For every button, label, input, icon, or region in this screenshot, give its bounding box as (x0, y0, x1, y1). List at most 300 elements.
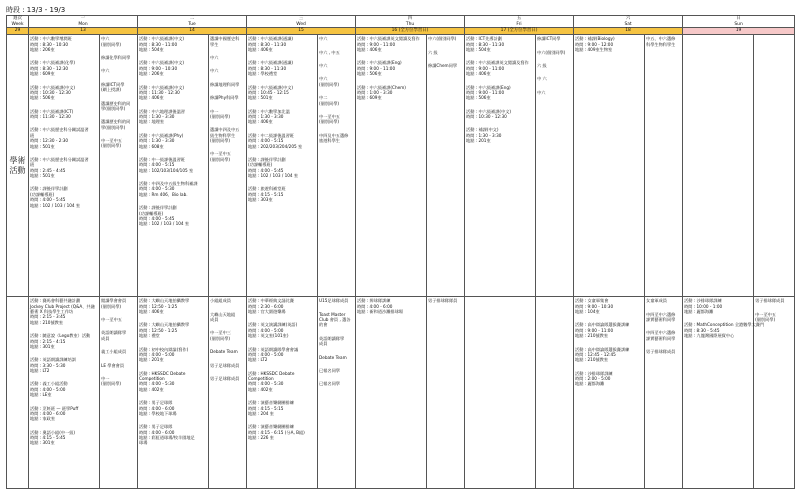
participant-group (755, 312, 793, 323)
academic-tue-activities (138, 35, 209, 297)
entry-line: 地點 : 210號教室 (30, 319, 64, 325)
activity-entry (30, 430, 98, 446)
entry-line: 中六 (537, 89, 546, 95)
entry-line: 時間 : 4:00 - 5:00 (139, 351, 175, 357)
entry-line: 活動 : 演藝音樂劇團排練 (248, 400, 294, 406)
participant-group (646, 36, 681, 47)
entry-line: 時間 : 2:15 - 3:45 (30, 314, 66, 320)
entry-line: 活動 : HKSSDC Debate (248, 370, 295, 376)
activity-entry (466, 127, 534, 143)
entry-line: 地點 : LT2 (30, 368, 50, 373)
activity-entry (575, 347, 643, 363)
entry-line: 地點 : 禮堂 (139, 333, 160, 339)
entry-line: 地點 : 501室 (248, 95, 273, 101)
participant-group (319, 63, 354, 68)
entry-line: 時間 : 4:15 - 5:15 (248, 405, 284, 411)
entry-line: 時間 : 11:30 - 12:30 (139, 89, 180, 95)
entry-line: 成員 (210, 317, 219, 322)
participant-group (428, 298, 463, 303)
activity-entry (248, 298, 316, 314)
entry-line: 地點 : 206室 (30, 47, 55, 52)
entry-line: 時間 : 4:00 - 5:30 (139, 381, 175, 387)
entry-line: 中六 (319, 63, 328, 68)
extracurricular-mon-activities (29, 297, 100, 489)
entry-line: 中一至中五 (210, 151, 231, 157)
entry-line: 中一至中五 (101, 138, 122, 143)
entry-line: 時間 : 9:00 - 11:00 (466, 89, 505, 95)
day-header-tue: 二 Tue (138, 16, 247, 28)
activity-entry (30, 406, 98, 422)
participant-group (537, 90, 572, 95)
entry-line: 課實藝術科同學 (646, 335, 676, 341)
entry-line: 活動 : 初中校內辯論(寫作) (139, 346, 189, 352)
participant-group (101, 376, 136, 387)
participant-group (101, 36, 136, 47)
entry-line: 時間 : 11:30 - 12:30 (30, 114, 71, 119)
activity-entry (575, 371, 643, 387)
participant-group (101, 330, 136, 341)
entry-line: 時間 : 8:30 - 10:30 (30, 41, 69, 47)
entry-line: 活動 : 中六級補課(Eng) (357, 60, 402, 66)
entry-line: Debate Team (319, 354, 347, 360)
entry-line: 活動 : 中四及中五級生物科補課 (139, 181, 198, 186)
entry-line: 中一至中五 (101, 317, 122, 322)
activity-entry (248, 36, 316, 52)
section-label-academic: 學術活動 (7, 35, 29, 297)
participant-group (210, 298, 245, 303)
participant-group (319, 336, 354, 347)
entry-line: 地點 : 501室 (30, 143, 55, 149)
entry-line: 課實藝術科同學 (646, 317, 676, 322)
entry-line: 班 (30, 132, 35, 138)
entry-line: 時間 : 9:00 - 11:00 (357, 65, 396, 71)
entry-line: (個別同學) (210, 113, 231, 119)
entry-line: 地點 : 406室 (248, 47, 273, 52)
day-header-fri: 五 Fri (465, 16, 574, 28)
participant-group (428, 50, 463, 55)
academic-fri-activities (465, 35, 536, 297)
entry-line: (個別同學) (319, 119, 340, 125)
entry-line: 地點 : 406室 (139, 95, 164, 101)
entry-line: 男子排球隊成員 (755, 298, 785, 304)
entry-line: (個別同學) (319, 81, 340, 87)
participant-group (101, 363, 136, 368)
entry-line: 活動 : 隨意說（Lego教室）活動 (30, 333, 91, 339)
entry-line: 時間 : 12:30 - 2:30 (30, 138, 69, 144)
entry-line: 活動 : 課後伴學計劃 (139, 205, 177, 211)
entry-line: 地點 : 409室生物室 (575, 47, 613, 52)
entry-line: 地點 : 202/203/204/205 室 (248, 143, 303, 149)
entry-line: 旅遊科學生 (319, 138, 340, 143)
entry-line: 小組組成員 (210, 298, 231, 304)
entry-line: 活動 : 沙排球隊訓練 (684, 298, 722, 304)
activity-entry (466, 85, 534, 101)
entry-line: 地點 : 504室 (139, 47, 164, 52)
entry-line: 中一 (210, 108, 219, 114)
date-row (7, 28, 795, 35)
participant-group (210, 349, 245, 354)
entry-line: 活動 : 課後伴學計劃 (248, 156, 286, 162)
entry-line: 地點 : 609室 (357, 95, 382, 101)
activity-entry (139, 109, 207, 125)
entry-line: (功課輔導班) (139, 210, 164, 216)
participant-group (210, 330, 245, 341)
extracurricular-tue-participants (209, 297, 247, 489)
entry-line: 時間 : 8:30 - 11:00 (139, 41, 178, 47)
entry-line: 活動 : 中六級補課(中文) (139, 84, 185, 90)
participant-group (210, 36, 245, 47)
activity-entry (466, 109, 534, 120)
participant-group (646, 312, 681, 323)
activity-entry (30, 127, 98, 149)
entry-line: 時間 : 9:00 - 12:00 (575, 41, 614, 47)
academic-section-row (7, 35, 795, 297)
activity-entry (30, 109, 98, 120)
entry-line: (功課輔導班) (30, 191, 55, 197)
extracurricular-wed-activities (247, 297, 318, 489)
participant-group (210, 312, 245, 323)
entry-line: Debate Team (210, 349, 238, 355)
entry-line: 時間 : 4:15 - 5:15 (248, 191, 284, 197)
entry-line: (個別同學) (210, 156, 231, 162)
academic-mon-participants (100, 35, 138, 297)
entry-line: 活動 : 中六級補課(化學) (30, 60, 76, 66)
participant-group (319, 368, 354, 373)
activity-entry (139, 205, 207, 227)
entry-line: 時間 : 8:30 - 11:30 (248, 41, 287, 47)
extracurricular-mon-participants (100, 297, 138, 489)
entry-line: 中六 (210, 68, 219, 74)
entry-line: 女童軍成員 (646, 298, 667, 304)
day-header-mon: 一 Mon (29, 16, 138, 28)
entry-line: 級生物科學生 (210, 132, 236, 138)
entry-line: 活動 : 奧語小組(中一級) (30, 429, 76, 435)
entry-line: 地點 : 新和道沙灘排球場 (357, 309, 403, 314)
participant-group (101, 317, 136, 322)
entry-line: 時間 : 1:30 - 3:30 (248, 114, 284, 119)
participant-group (319, 133, 354, 144)
activity-entry (139, 347, 207, 363)
activity-entry (30, 333, 98, 349)
entry-line: 中二 (319, 95, 328, 101)
participant-group (210, 95, 245, 100)
participant-group (537, 76, 572, 81)
entry-line: (網上授課) (101, 87, 122, 93)
entry-line: 科學生物科學生 (646, 41, 676, 47)
entry-line: 活動 : 中六級補課英文閱讀及寫作 (466, 60, 529, 66)
day-header-sun: 日 Sun (683, 16, 795, 28)
entry-line: 時間 : 1:30 - 3:30 (139, 138, 175, 144)
participant-group (210, 376, 245, 381)
entry-line: 活動 : ICT先導計劃 (466, 36, 502, 42)
week-header: 週次 Week (7, 16, 29, 28)
entry-line: 活動 : 中六級補課(Chem) (357, 84, 406, 90)
entry-line: (個別同學) (101, 381, 122, 387)
activity-entry (357, 36, 425, 52)
entry-line: 地點 : 406室 (139, 309, 164, 314)
entry-line: 時間 : 9:00 - 10:30 (575, 303, 614, 309)
participant-group (101, 119, 136, 130)
activity-entry (357, 85, 425, 101)
participant-group (101, 82, 136, 93)
entry-line: 地點 : 609室 (30, 71, 55, 77)
entry-line: 時間 : 8:30 - 11:30 (248, 65, 287, 71)
entry-line: 中六 (319, 76, 328, 82)
entry-line: 活動 : 中六級補課(中文) (30, 84, 76, 90)
extracurricular-fri-activities (465, 297, 536, 489)
entry-line: 中六 (210, 55, 219, 60)
activity-entry (357, 298, 425, 314)
entry-line: 活動 : 課後伴學計劃 (30, 186, 68, 192)
participant-group (101, 138, 136, 149)
entry-line: 地點 : 學校禮堂 (248, 71, 278, 77)
date-thu: 16 (全方位學習日) (356, 28, 465, 35)
activity-entry (248, 400, 316, 416)
entry-line: (功課輔導班) (248, 162, 273, 168)
entry-line: 時間 : 4:15 - 5:45 (30, 435, 66, 440)
date-mon: 13 (29, 28, 138, 35)
entry-line: 成員 (319, 341, 328, 347)
entry-line: 活動 : MathConceptition 全港數學大賽門 (684, 322, 765, 328)
academic-sat-participants (645, 35, 683, 297)
entry-line: 地點 : LE室 (30, 392, 52, 398)
entry-line: 中六(個別同學) (428, 36, 457, 42)
entry-line: 活動 : 高中辯論隊選拔賽訓練 (575, 322, 630, 328)
entry-line: 選讀歷史科的同 (101, 100, 131, 106)
entry-line: 時間 : 12:50 - 1:25 (139, 327, 178, 333)
participant-group (210, 55, 245, 60)
entry-line: 時間 : 4:00 - 5:15 (139, 162, 175, 168)
activity-entry (139, 424, 207, 446)
entry-line: 地點 : 地理室 (139, 119, 165, 125)
entry-line: 活動 : 辨球隊訓練 (357, 298, 391, 304)
entry-line: 中四至中六選修 (646, 330, 676, 336)
activity-entry (248, 322, 316, 338)
entry-line: 時間 : 10:30 - 12:30 (30, 89, 71, 95)
entry-line: Toast Master (319, 311, 346, 317)
activity-timetable (6, 15, 795, 489)
activity-entry (139, 85, 207, 101)
activity-entry (248, 371, 316, 393)
activity-entry (248, 157, 316, 179)
entry-line: 中四至中六選修 (646, 311, 676, 317)
entry-line: 活動 : 大嶼山天地拍攝教學 (139, 322, 190, 328)
entry-line: 時間 : 10:45 - 12:15 (248, 89, 289, 95)
entry-line: (個別同學) (101, 41, 122, 47)
entry-line: 地點 : 102/103/104/105 室 (139, 167, 194, 173)
entry-line: 活動 : 高中辯論隊選拔賽訓練 (575, 346, 630, 352)
entry-line: (個別同學) (101, 143, 122, 149)
activity-entry (248, 424, 316, 440)
entry-line: 地點 : 201室 (466, 138, 491, 144)
entry-line: 的會 (319, 322, 328, 328)
entry-line: 地點 : 301室 (30, 440, 55, 446)
date-wed: 15 (247, 28, 356, 35)
entry-line: 活動 : 中六級補課(中文) (466, 108, 512, 114)
entry-line: 時間 : 4:00 - 5:15 (248, 138, 284, 144)
entry-line: 活動 : 男子足球隊 (139, 424, 173, 430)
participant-group (210, 82, 245, 87)
extracurricular-fri-participants (536, 297, 574, 489)
entry-line: 藝術 X 科技學生工作坊 (30, 309, 74, 314)
entry-line: 時間 : 2:15 - 4:15 (30, 338, 66, 344)
entry-line: 時間 : 2:30 - 6:00 (248, 303, 284, 309)
entry-line: 活動 : 賽馬會科藝共融計劃 (30, 298, 81, 304)
entry-line: 中六(個別同學) (537, 49, 566, 55)
entry-line: 活動 : 中六級補課(ICT) (30, 108, 74, 114)
participant-group (210, 68, 245, 73)
activity-entry (684, 298, 752, 314)
entry-line: 活動 : 補課(Biology) (575, 36, 615, 42)
entry-line: 時間 : 4:00 - 5:00 (248, 327, 284, 333)
section-label-extracurricular (7, 297, 29, 489)
entry-line: 地點 : 506室 (466, 95, 491, 101)
activity-entry (248, 85, 316, 101)
participant-group (428, 63, 463, 68)
entry-line: 時間 : 4:00 - 5:45 (248, 167, 284, 173)
entry-line: 選讀中國歷史科 (210, 36, 240, 42)
entry-line: 時間 : 4:00 - 5:00 (30, 386, 66, 392)
entry-line: 修讀ICT同學 (537, 36, 561, 42)
entry-line: 中六 (101, 36, 110, 42)
entry-line: 活動 : 演藝音樂劇團排練 (248, 424, 294, 430)
entry-line: (個別同學) (210, 138, 231, 143)
entry-line: 活動 : 中六級補課(中文) (139, 36, 185, 42)
entry-line: 男子足球隊成員 (210, 375, 240, 381)
date-fri: 17 (全方位學習日) (465, 28, 574, 35)
entry-line: U15足球隊成員 (319, 298, 349, 304)
entry-line: 英語朗讀隊學 (319, 335, 345, 341)
entry-line: 時間 : 4:00 - 5:45 (30, 197, 66, 203)
participant-group (537, 50, 572, 55)
activity-entry (466, 36, 534, 52)
entry-line: 活動 : 中六級補課(Eng) (466, 84, 511, 90)
entry-line: 時間 : 8:30 - 12:30 (30, 65, 69, 71)
entry-line: 活動 : 女童軍集會 (575, 298, 609, 304)
entry-line: 時間 : 2:45 - 4:45 (30, 167, 66, 173)
activity-entry (139, 181, 207, 197)
activity-entry (139, 157, 207, 173)
entry-line: 活動 : 中六級補課(Phy) (139, 132, 184, 138)
participant-group (210, 363, 245, 368)
entry-line: 地點 : 402室 (248, 386, 273, 392)
entry-line: LE 學會會員 (101, 362, 125, 368)
extracurricular-sun-activities (683, 297, 765, 489)
date-sat: 18 (574, 28, 683, 35)
academic-thu-participants (427, 35, 465, 297)
entry-line: 中五、中六選修 (646, 36, 676, 42)
day-header-wed: 三 Wed (247, 16, 356, 28)
activity-entry (30, 36, 98, 52)
extracurricular-sat-activities (574, 297, 645, 489)
entry-line: 中六 (319, 36, 328, 42)
academic-thu-activities (356, 35, 427, 297)
entry-line: 中四及中五選修 (319, 132, 349, 138)
entry-line: 活動 : 英語朗讀訓練培訓 (30, 357, 76, 363)
participant-group (319, 114, 354, 125)
entry-line: 地點 : 608室 (139, 143, 164, 149)
entry-line: (個別同學) (319, 100, 340, 106)
entry-line: 時間 : 10:00 - 1:00 (684, 303, 723, 309)
entry-line: 時間 : 1:30 - 3:30 (466, 132, 502, 138)
participant-group (319, 312, 354, 328)
entry-line: 時間 : 4:00 - 5:30 (248, 381, 284, 387)
entry-line: 時間 : 4:00 - 6:00 (30, 410, 66, 416)
entry-line: 活動 : 中六數學加北溫 (248, 108, 290, 114)
week-number: 29 (7, 28, 29, 35)
entry-line: 閱讀學會會員 (101, 298, 127, 304)
participant-group (319, 36, 354, 41)
entry-line: 地點 : 506室 (30, 95, 55, 101)
activity-entry (139, 400, 207, 416)
entry-line: 地點 : 英文室(101室) (248, 333, 289, 339)
entry-line: (個別同學) (210, 335, 231, 341)
entry-line: 時間 : 2:00 - 5:00 (575, 376, 611, 381)
entry-line: 活動 : 義工小組活動 (30, 381, 68, 387)
entry-line: 時間 : 4:00 - 6:00 (357, 303, 393, 309)
activity-entry (30, 381, 98, 397)
entry-line: 活動 : 大嶼山天地拍攝教學 (139, 298, 190, 304)
entry-line: 中一至中五 (755, 311, 777, 317)
entry-line: 地點 : 家政室 (30, 416, 56, 422)
entry-line: 地點 : 406室 (466, 71, 491, 77)
entry-line: 時間 : 1:00 - 3:30 (357, 89, 393, 95)
entry-line: 中一 (101, 375, 110, 381)
entry-line: 活動 : 中六數學增潤班 (30, 36, 72, 42)
entry-line: 地點 : 226 室 (248, 435, 274, 440)
entry-line: 時間 : 4:15 - 6:15 (分A, B組) (248, 429, 305, 435)
participant-group (319, 95, 354, 106)
activity-entry (139, 322, 207, 338)
extracurricular-tue-activities (138, 297, 209, 489)
entry-line: 學(個別同學) (101, 124, 126, 130)
entry-line: 修讀化學科同學 (101, 55, 131, 60)
participant-group (755, 298, 793, 303)
entry-line: 修讀地理科同學 (210, 81, 240, 87)
entry-line: 地點 : 504室 (466, 47, 491, 52)
entry-line: 球場 (139, 440, 148, 446)
entry-line: 時間 : 10:30 - 12:30 (466, 114, 507, 119)
participant-group (319, 381, 354, 386)
entry-line: 活動 : 英文演講訓練(英語) (248, 322, 298, 328)
activity-entry (248, 347, 316, 363)
activity-entry (139, 60, 207, 76)
entry-line: 時間 : 9:00 - 10:30 (139, 65, 178, 71)
participant-group (428, 36, 463, 41)
entry-line: 地點 : 501室 (30, 173, 55, 178)
academic-mon-activities (29, 35, 100, 297)
entry-line: 地點 : 402室 (139, 386, 164, 392)
entry-line: 地點 : 102 / 103 / 104 室 (30, 202, 81, 208)
entry-line: 男子排球隊隊員 (428, 298, 458, 304)
entry-line: 地點 : 406室 (248, 119, 273, 125)
entry-line: 時間 : 9:00 - 11:00 (357, 41, 396, 47)
entry-line: 時間 : 1:30 - 3:30 (139, 114, 175, 119)
entry-line: 活動 : HKSSDC Debate (139, 370, 186, 376)
entry-line: 中 六 (537, 76, 547, 82)
entry-line: 地點 : 406室 (357, 47, 382, 52)
activity-entry (30, 186, 98, 208)
entry-line: 中六 , 中五 (319, 49, 340, 55)
entry-line: 活動 : 中六地理課後溫習 (139, 108, 185, 114)
participant-group (319, 355, 354, 360)
entry-line: 地點 : 102 / 103 / 104 室 (139, 221, 190, 227)
entry-line: 活動 : 中六級補課(中文) (248, 84, 294, 90)
extracurricular-thu-activities (356, 297, 427, 489)
activity-entry (30, 85, 98, 101)
participant-group (319, 298, 354, 303)
entry-line: 地點 : LT2 (248, 357, 268, 363)
